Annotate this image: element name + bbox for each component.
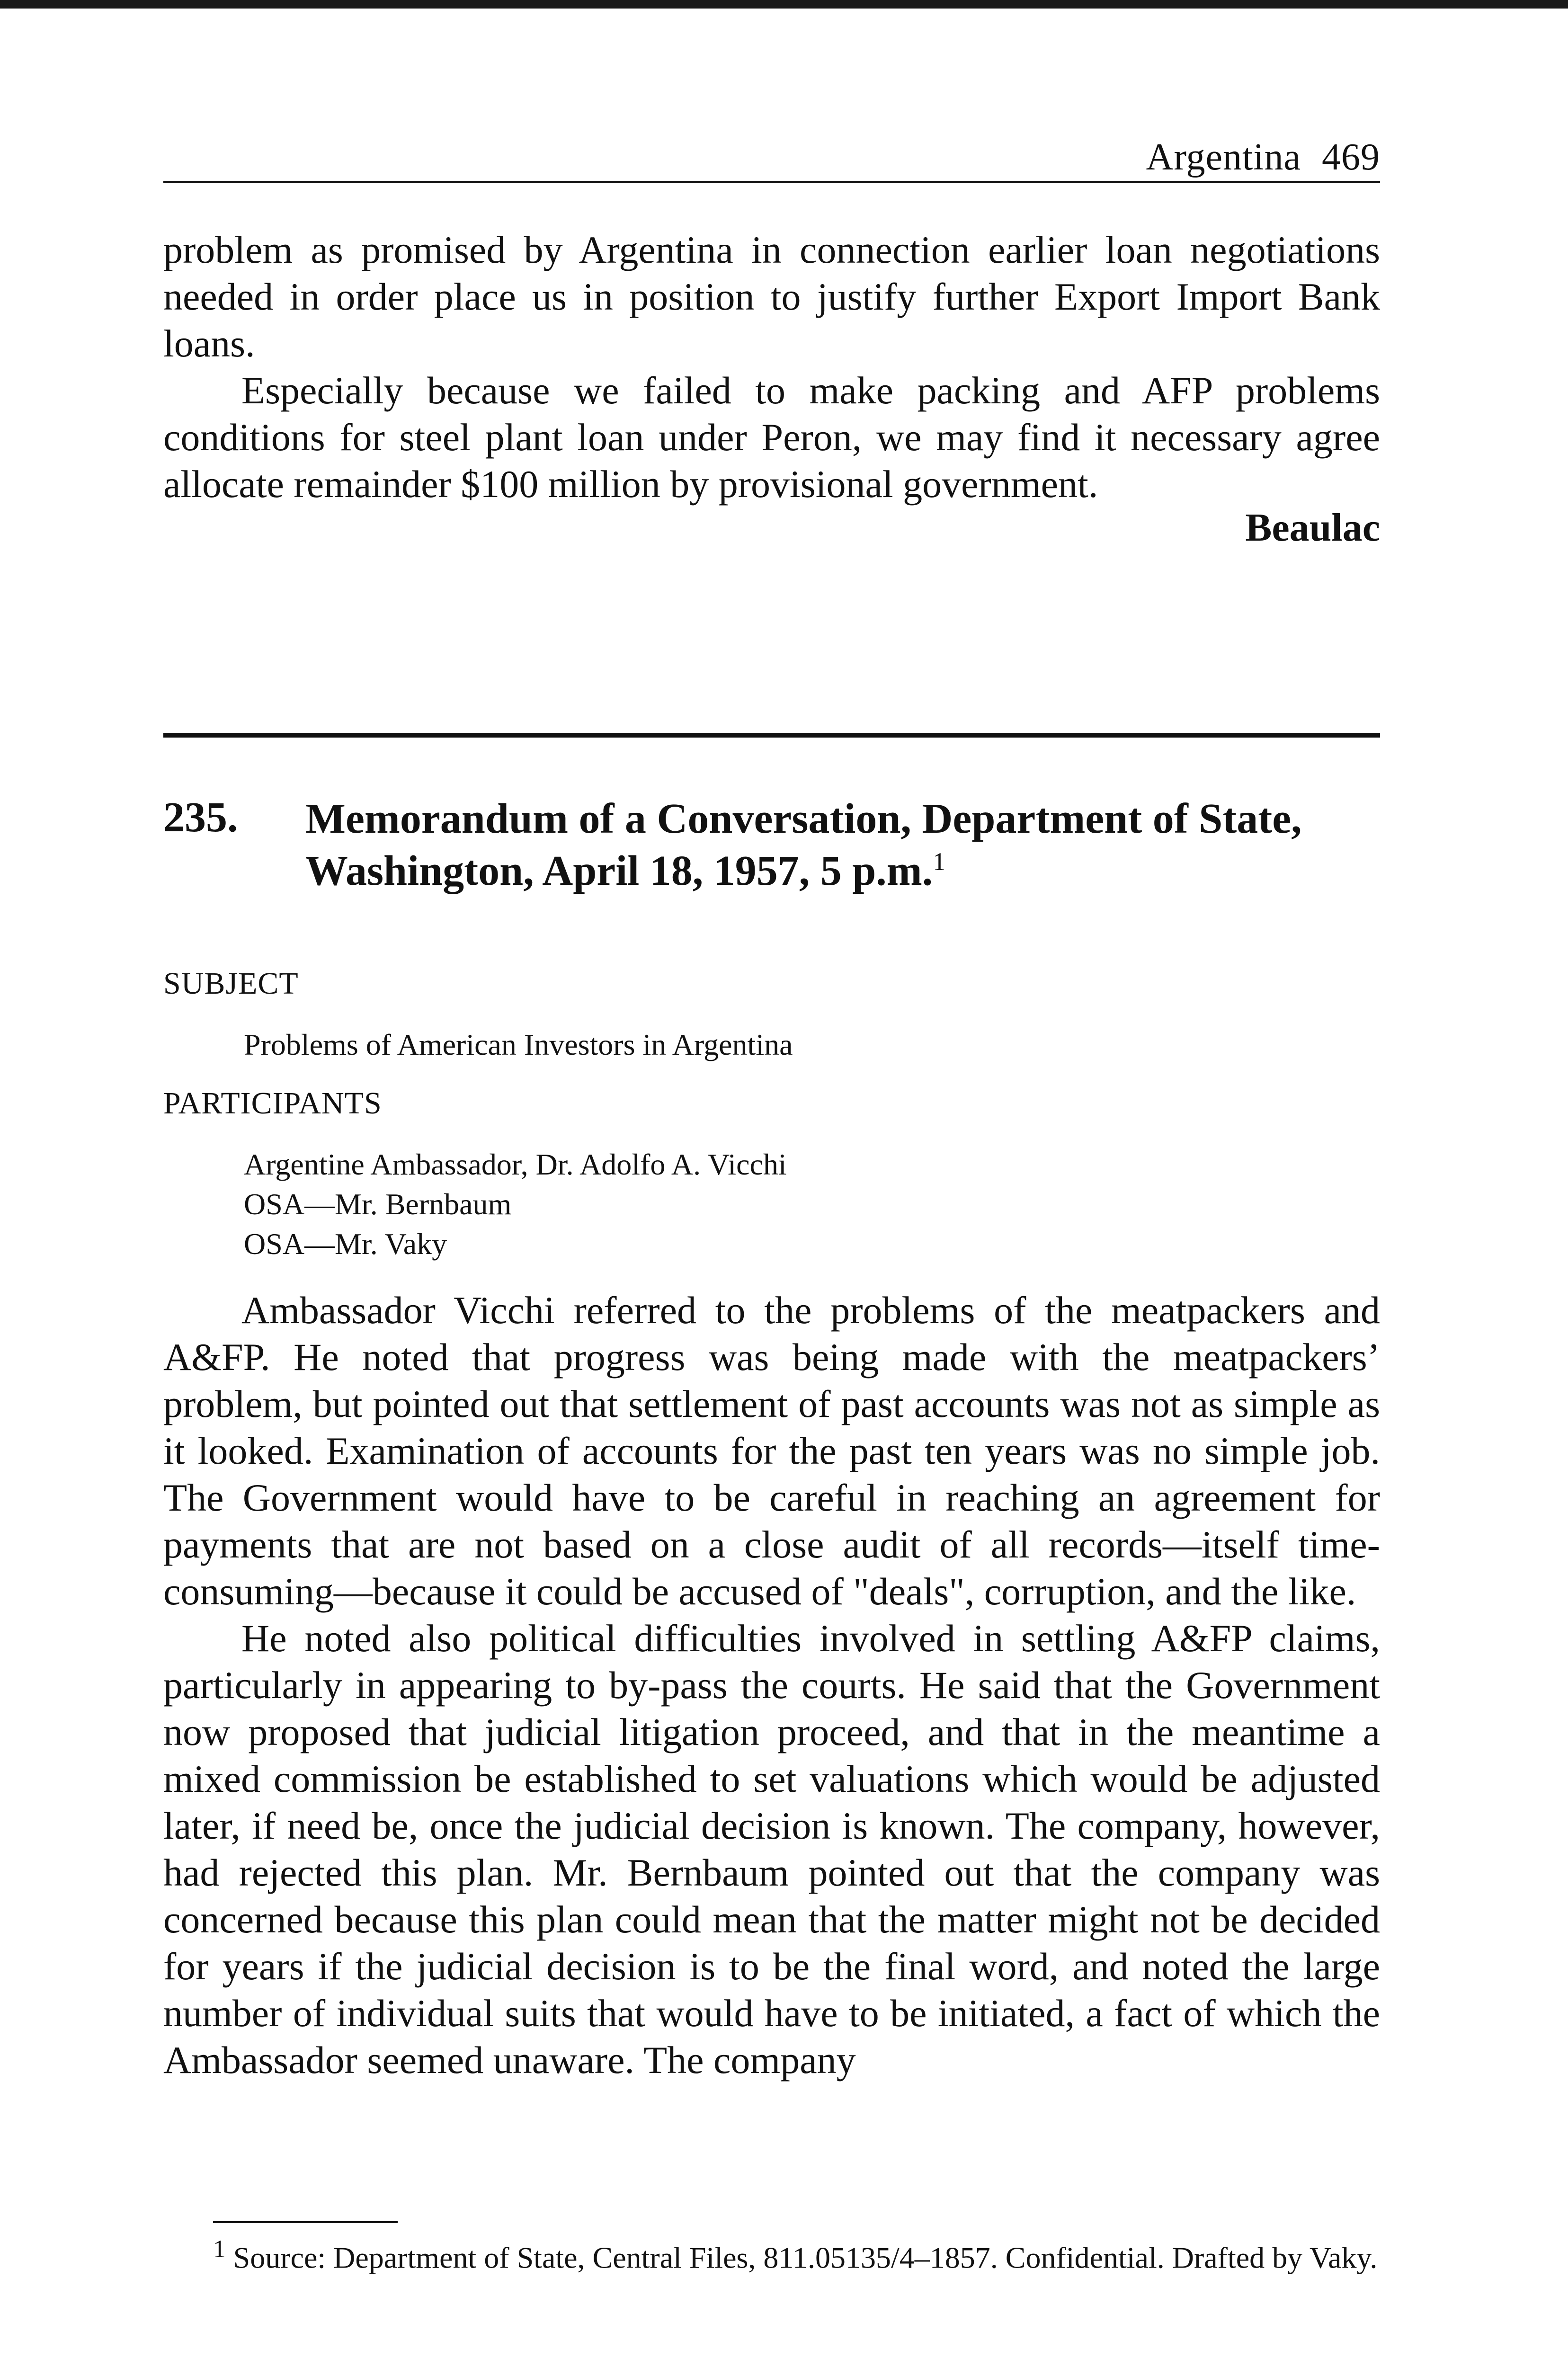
signature: Beaulac bbox=[1245, 506, 1380, 550]
subject-value: Problems of American Investors in Argentina bbox=[244, 1028, 793, 1061]
subject-label: SUBJECT bbox=[163, 966, 299, 1001]
body-paragraph-2: He noted also political difficulties involved in settling A&FP claims, particularly in appearing to by-pass the courts. He said that the Government now proposed that judicial litigation proceed, and that in the meantime a mixed commission be established to set valuations which would be adjusted later, if need be, once the judicial decision is known. The company, however, had rejected this plan. Mr. Bernbaum pointed out that the company was concerned because this plan could mean that the matter might not be decided for years if the judicial decision is to be the final word, and noted the large number of individual suits that would have to be initiated, a fact of which the Ambassador seemed unaware. The company bbox=[163, 1617, 1380, 2082]
document-title-text: Memorandum of a Conversation, Department of State, Washington, April 18, 1957, 5 p.m. bbox=[305, 795, 1302, 894]
footnote-text: Source: Department of State, Central Files, 811.05135/4–1857. Confidential. Drafted by Vaky. bbox=[233, 2241, 1378, 2275]
participants-list bbox=[244, 1145, 787, 1264]
section-divider bbox=[163, 733, 1380, 738]
body-paragraph-1: Ambassador Vicchi referred to the problems of the meatpackers and A&FP. He noted that progress was being made with the meatpackers’ problem, but pointed out that settlement of past accounts was not as simple as it looked. Examination of accounts for the past ten years was no simple job. The Government would have to be careful in reaching an agreement for payments that are not based on a close audit of all records—itself time-consuming—because it could be accused of "deals", corruption, and the like. bbox=[163, 1289, 1380, 1613]
participant-item: OSA—Mr. Bernbaum bbox=[244, 1187, 512, 1221]
title-footnote-ref: 1 bbox=[933, 847, 946, 876]
running-head bbox=[163, 135, 1380, 183]
participant-item: Argentine Ambassador, Dr. Adolfo A. Vicchi bbox=[244, 1148, 787, 1181]
running-head-title: Argentina bbox=[1146, 136, 1301, 178]
document-number: 235. bbox=[163, 794, 238, 841]
document-title bbox=[305, 793, 1371, 897]
continued-paragraph-2: Especially because we failed to make packing and AFP problems conditions for steel plant loan under Peron, we may find it necessary agree allocate remainder $100 million by provisional government. bbox=[163, 369, 1380, 506]
footnote bbox=[170, 2229, 1387, 2278]
participant-item: OSA—Mr. Vaky bbox=[244, 1227, 447, 1261]
continued-text bbox=[163, 226, 1380, 507]
running-head-text bbox=[1146, 136, 1380, 179]
footnote-marker: 1 bbox=[213, 2234, 226, 2263]
footnote-rule bbox=[213, 2221, 398, 2223]
participants-label: PARTICIPANTS bbox=[163, 1086, 382, 1121]
page-top-edge bbox=[0, 0, 1568, 9]
memorandum-body bbox=[163, 1287, 1380, 2083]
page-number: 469 bbox=[1322, 136, 1380, 178]
continued-paragraph-1: problem as promised by Argentina in connection earlier loan negotiations needed in order place us in position to justify further Export Import Bank loans. bbox=[163, 228, 1380, 365]
